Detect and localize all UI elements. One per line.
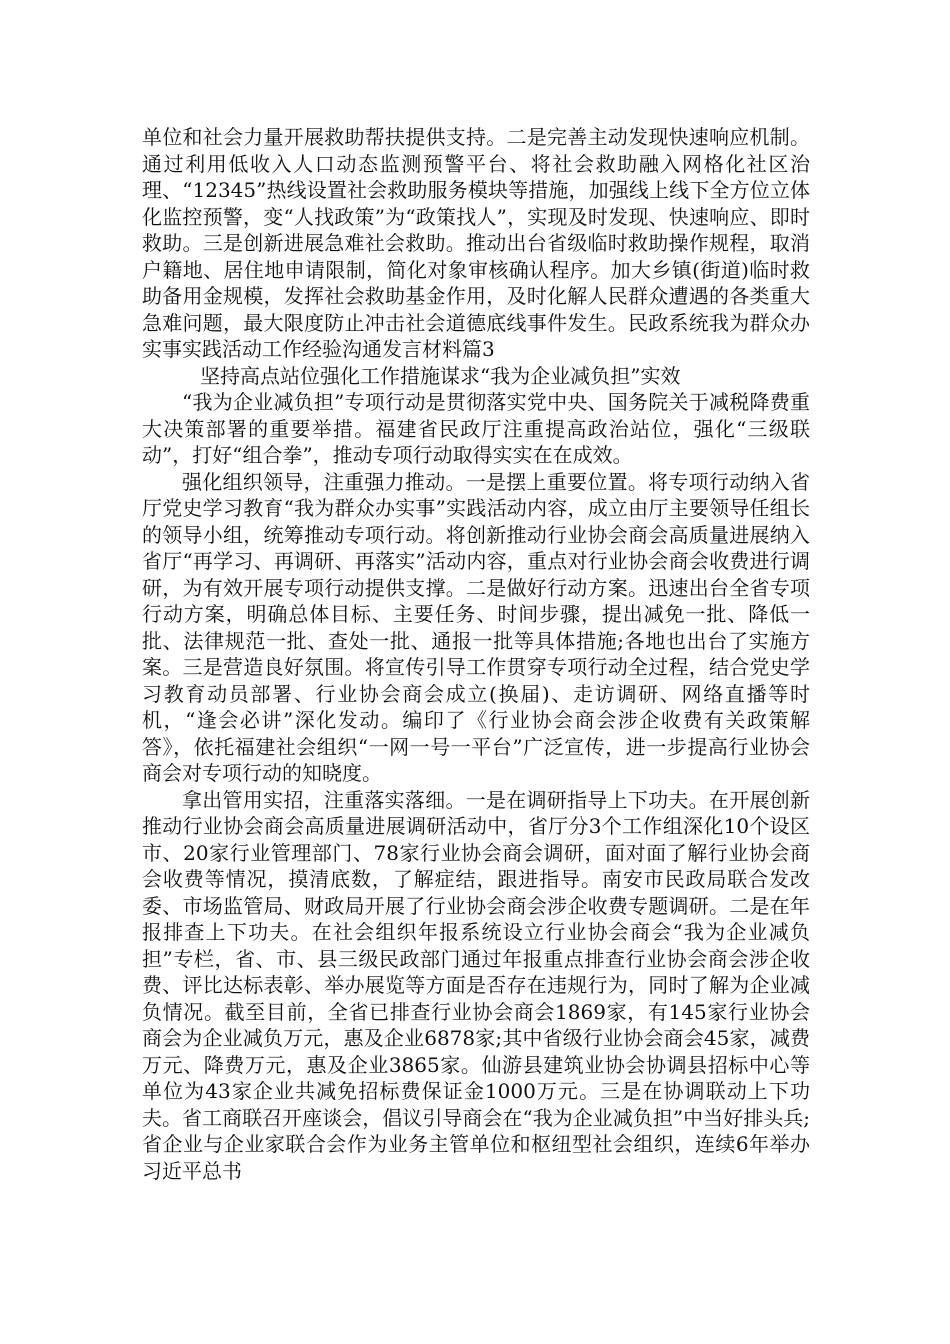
section-heading: 坚持高点站位强化工作措施谋求“我为企业减负担”实效 (200, 363, 681, 388)
body-paragraph-intro: “我为企业减负担”专项行动是贯彻落实党中央、国务院关于减税降费重大决策部署的重要举措。福建省民政厅注重提高政治站位，强化“三级联动”，打好“组合拳”，推动专项行动取得实实在在成效。 (142, 390, 810, 467)
body-paragraph-measures: 拿出管用实招，注重落实落细。一是在调研指导上下功夫。在开展创新推动行业协会商会高质量进展调研活动中，省厅分3个工作组深化10个设区市、20家行业管理部门、78家行业协会商会调研，面对面了解行业协会商会收费等情况，摸清底数，了解症结，跟进指导。南安市民政局联合发改委、市场监管局、财政局开展了行业协会商会涉企收费专题调研。二是在年报排查上下功夫。在社会组织年报系统设立行业协会商会“我为企业减负担”专栏，省、市、县三级民政部门通过年报重点排查行业协会商会涉企收费、评比达标表彰、举办展览等方面是否存在违规行为，同时了解为企业减负情况。截至目前，全省已排查行业协会商会1869家，有145家行业协会商会为企业减负万元，惠及企业6878家;其中省级行业协会商会45家，减费万元、降费万元，惠及企业3865家。仙游县建筑业协会协调县招标中心等单位为43家企业共减免招标费保证金1000万元。三是在协调联动上下功夫。省工商联召开座谈会，倡议引导商会在“我为企业减负担”中当好排头兵;省企业与企业家联合会作为业务主管单位和枢纽型社会组织，连续6年举办习近平总书 (142, 787, 810, 1183)
document-page (142, 0, 810, 1184)
body-paragraph-organization: 强化组织领导，注重强力推动。一是摆上重要位置。将专项行动纳入省厅党史学习教育“我为群众办实事”实践活动内容，成立由厅主要领导任组长的领导小组，统筹推动专项行动。将创新推动行业协会商会高质量进展纳入省厅“再学习、再调研、再落实”活动内容，重点对行业协会商会收费进行调研，为有效开展专项行动提供支撑。二是做好行动方案。迅速出台全省专项行动方案，明确总体目标、主要任务、时间步骤，提出减免一批、降低一批、法律规范一批、查处一批、通报一批等具体措施;各地也出台了实施方案。三是营造良好氛围。将宣传引导工作贯穿专项行动全过程，结合党史学习教育动员部署、行业协会商会成立(换届)、走访调研、网络直播等时机，“逢会必讲”深化发动。编印了《行业协会商会涉企收费有关政策解答》，依托福建社会组织“一网一号一平台”广泛宣传，进一步提高行业协会商会对专项行动的知晓度。 (142, 469, 810, 785)
body-paragraph-continuation: 单位和社会力量开展救助帮扶提供支持。二是完善主动发现快速响应机制。通过利用低收入人口动态监测预警平台、将社会救助融入网格化社区治理、“12345”热线设置社会救助服务模块等措施，加强线上线下全方位立体化监控预警，变“人找政策”为“政策找人”，实现及时发现、快速响应、即时救助。三是创新进展急难社会救助。推动出台省级临时救助操作规程，取消户籍地、居住地申请限制，简化对象审核确认程序。加大乡镇(街道)临时救助备用金规模，发挥社会救助基金作用，及时化解人民群众遭遇的各类重大急难问题，最大限度防止冲击社会道德底线事件发生。民政系统我为群众办实事实践活动工作经验沟通发言材料篇3 (142, 125, 810, 361)
